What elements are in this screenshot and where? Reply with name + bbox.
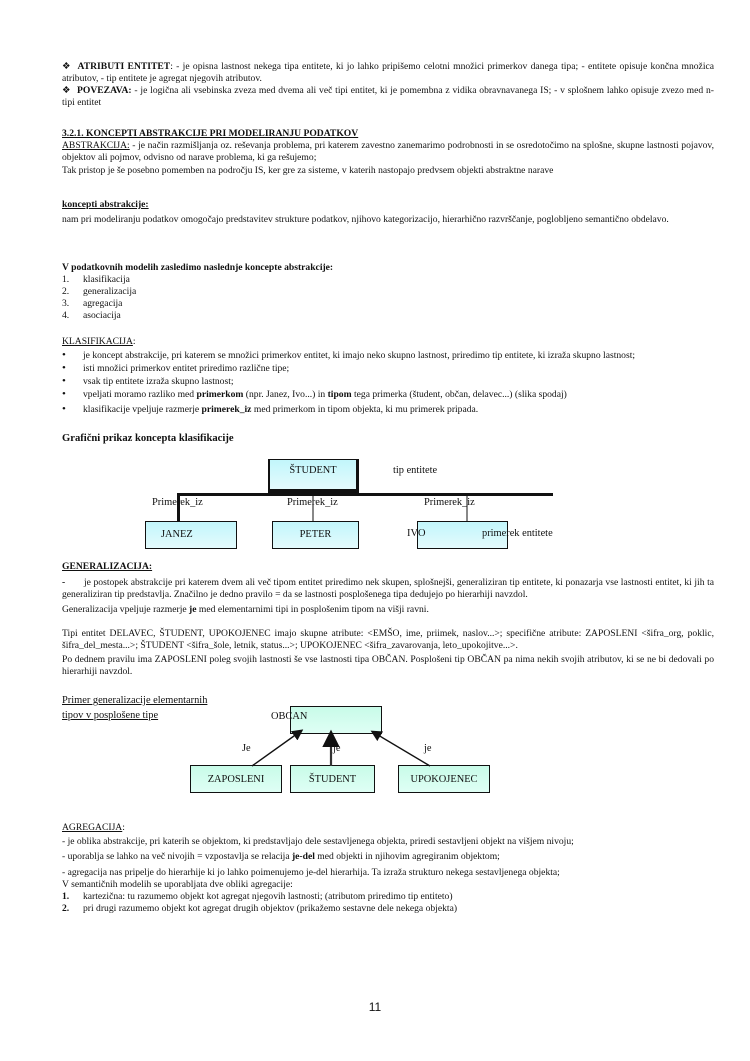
agregacija-line-3: - agregacija nas pripelje do hierarhije ki jo lahko poimenujemo je-del hierarhija. Ta izraža strukturo nekega sestavljenega objekta; (62, 867, 560, 878)
edge-label: Je (242, 743, 251, 754)
klasifikacija-heading: KLASIFIKACIJA: (62, 336, 136, 347)
edge-label: Primerek_iz (287, 497, 338, 508)
concepts-list-heading: V podatkovnih modelih zasledimo naslednje koncepte abstrakcije: (62, 262, 334, 273)
abstrakcija-paragraph: ABSTRAKCIJA: - je način razmišljanja oz. reševanja problema, pri katerem zavestno zanemarimo podrobnosti in se osredotočimo na splošne, skupne lastnosti pojavov, objektov ali pojmov, odvisno od narave problema, ki ga rešujemo; (62, 140, 714, 163)
abstrakcija-term: ABSTRAKCIJA: (62, 140, 130, 151)
edge-label: Primerek_iz (152, 497, 203, 508)
child-box-zaposleni: ZAPOSLENI (190, 765, 282, 793)
instance-box-peter: PETER (272, 521, 359, 549)
edge-label: je (333, 743, 341, 754)
generalizacija-paragraph-4: Po dednem pravilu ima ZAPOSLENI poleg svojih lastnosti še vse lastnosti tipa OBČAN. Posplošeni tip OBČAN pa nima nekih svojih atributov, ki se ne bi dedovali po hierarhiji navzdol. (62, 654, 714, 677)
instance-ivo-label: IVO (407, 528, 426, 539)
generalizacija-paragraph-3: Tipi entitet DELAVEC, ŠTUDENT, UPOKOJENEC imajo skupne atribute: <EMŠO, ime, priimek, naslov...>; specifične atribute: ZAPOSLENI <šifra_org, poklic, šifra_del_mesta...>; ŠTUDENT <šifra_šole, letnik, status...>; UPOKOJENEC <šifra_zavarovanja, leto_upokojitve...>. (62, 628, 714, 651)
povezava-term: POVEZAVA: (77, 85, 132, 96)
generalizacija-paragraph: - je postopek abstrakcije pri katerem dvem ali več tipom entitet priredimo nek skupen, splošnejši, generaliziran tip entitete, ki ponazarja vse lastnosti entitet, ki jih ta generaliziran tip predstavlja. Značilno je dedno pravilo = da se lastnosti posplošenega tipa dedujejo po hierarhiji navzdol. (62, 577, 714, 600)
bullet-icon: • (62, 375, 66, 387)
bullet-icon: • (62, 362, 66, 374)
diagram-classification-title: Grafični prikaz koncepta klasifikacije (62, 433, 234, 444)
edge-label: je (424, 743, 432, 754)
generalization-diagram-caption: Primer generalizacije elementarnih tipov v posplošene tipe (62, 695, 208, 721)
diamond-bullet-icon: ❖ (62, 61, 72, 72)
instance-label: primerek entitete (482, 528, 553, 539)
edge-label: Primerek_iz (424, 497, 475, 508)
agregacija-line-2: - uporablja se lahko na več nivojih = vzpostavlja se relacija je-del med objekti in njihovim agregiranim objektom; (62, 851, 500, 862)
bullet-icon: • (62, 349, 66, 361)
section-heading: 3.2.1. KONCEPTI ABSTRAKCIJE PRI MODELIRANJU PODATKOV (62, 128, 359, 139)
koncepti-paragraph: nam pri modeliranju podatkov omogočajo predstavitev strukture podatkov, njihovo kategorizacijo, hierarhično razvrščanje, poglobljeno semantično obdelavo. (62, 214, 669, 225)
povezava-text: - je logična ali vsebinska zveza med dvema ali več tipi entitet, ki je pomembna z vidika obravnavanega IS; - v splošnem lahko opisuje zvezo med n-tipi entitet (62, 85, 714, 108)
type-box-student: ŠTUDENT (269, 459, 359, 492)
koncepti-heading: koncepti abstrakcije: (62, 199, 149, 210)
bullet-icon: • (62, 403, 66, 415)
child-box-student: ŠTUDENT (290, 765, 375, 793)
generalizacija-paragraph-2: Generalizacija vpeljuje razmerje je med elementarnimi tipi in posplošenim tipom na višji ravni. (62, 604, 429, 615)
agregacija-line-1: - je oblika abstrakcije, pri katerih se objektom, ki predstavljajo dele sestavljenega objekta, priredi sestavljeni objekt na višjem nivoju; (62, 836, 574, 847)
diamond-bullet-icon: ❖ (62, 85, 72, 96)
abstrakcija-paragraph-2: Tak pristop je še posebno pomemben na področju IS, ker gre za sisteme, v katerih nastopajo predvsem objekti abstraktne narave (62, 165, 554, 176)
agregacija-heading: AGREGACIJA: (62, 822, 125, 833)
generalizacija-heading: GENERALIZACIJA: (62, 561, 153, 572)
type-label: tip entitete (393, 465, 438, 476)
atributi-term: ATRIBUTI ENTITET (77, 61, 171, 72)
atributi-text: : - je opisna lastnost nekega tipa entitete, ki jo lahko pripišemo celotni množici primerkov danega tipa; - entitete opisuje končna množica atributov, - tip entitete je agregat njegovih atributov. (62, 61, 715, 84)
parent-label: OBCAN (271, 711, 308, 722)
instance-box-janez: JANEZ (145, 521, 237, 549)
bullet-icon: • (62, 388, 66, 400)
agregacija-line-4: V semantičnih modelih se uporabljata dve obliki agregacije: (62, 879, 293, 890)
child-box-upokojenec: UPOKOJENEC (398, 765, 490, 793)
page-number: 11 (368, 1000, 382, 1014)
